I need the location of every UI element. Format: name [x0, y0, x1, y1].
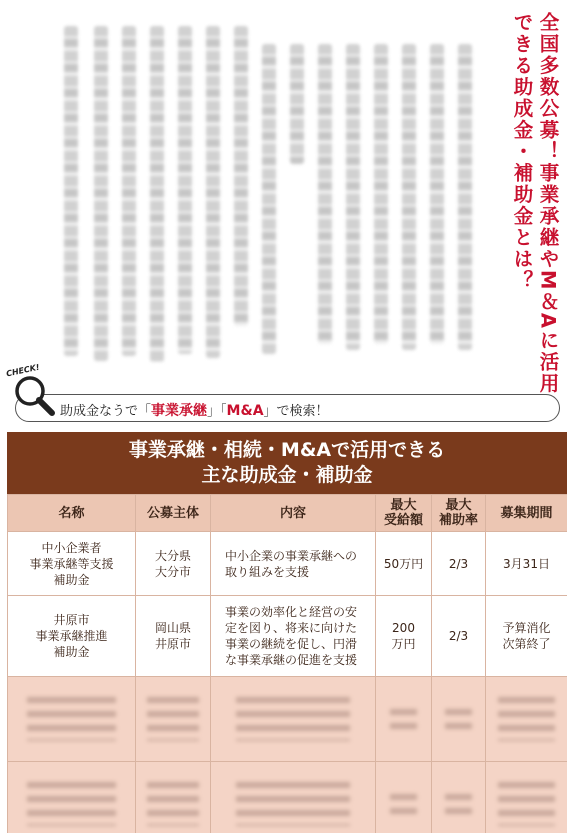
header-sponsor: 公募主体 — [136, 495, 211, 532]
header-period: 募集期間 — [486, 495, 568, 532]
table-title-line-2: 主な助成金・補助金 — [201, 464, 373, 486]
cell-name: 中小企業者 事業承継等支援 補助金 — [8, 532, 136, 596]
blurred-text-column — [374, 44, 388, 344]
blurred-text-column — [346, 44, 360, 350]
blurred-text-column — [150, 26, 164, 362]
cell-blurred — [486, 762, 568, 833]
header-max-rate: 最大 補助率 — [432, 495, 486, 532]
header-content: 内容 — [211, 495, 376, 532]
magnifier-icon — [10, 371, 56, 417]
table-row — [8, 596, 568, 677]
cell-period: 3月31日 — [486, 532, 568, 596]
blurred-text-column — [234, 26, 248, 326]
table-title — [7, 432, 567, 494]
cell-blurred — [376, 762, 432, 833]
blurred-text-column — [318, 44, 332, 344]
cell-rate: 2/3 — [432, 596, 486, 677]
cell-sponsor: 岡山県 井原市 — [136, 596, 211, 677]
cell-blurred — [136, 762, 211, 833]
cell-blurred — [136, 677, 211, 762]
header-max-amount: 最大 受給額 — [376, 495, 432, 532]
table-row — [8, 532, 568, 596]
blurred-text-column — [64, 26, 78, 356]
blurred-text-column — [122, 26, 136, 356]
headline-line-2: できる助成金・補助金とは？ — [510, 12, 534, 292]
cell-blurred — [8, 762, 136, 833]
cell-blurred — [432, 677, 486, 762]
blurred-text-column — [430, 44, 444, 344]
headline-line-1: 全国多数公募！事業承継やM＆Aに活用 — [536, 12, 560, 395]
blurred-text-column — [178, 26, 192, 354]
cell-blurred — [432, 762, 486, 833]
table-title-line-1: 事業承継・相続・M&Aで活用できる — [128, 439, 446, 461]
subsidy-table — [7, 494, 567, 833]
cell-blurred — [486, 677, 568, 762]
subsidy-table-panel — [7, 432, 567, 833]
search-hint-prefix: 助成金なうで — [60, 404, 139, 419]
table-header-row — [8, 495, 568, 532]
blurred-text-column — [94, 26, 108, 361]
blurred-text-column — [402, 44, 416, 350]
cell-amount: 200 万円 — [376, 596, 432, 677]
search-hint-suffix: で検索！ — [276, 404, 329, 419]
cell-amount: 50万円 — [376, 532, 432, 596]
blurred-text-column — [458, 44, 472, 350]
blurred-text-column — [290, 44, 304, 164]
cell-blurred — [8, 677, 136, 762]
cell-blurred — [211, 762, 376, 833]
search-hint-banner — [15, 394, 560, 422]
table-row-blurred — [8, 762, 568, 833]
blurred-text-column — [206, 26, 220, 358]
search-hint-text: 助成金なうで「事業承継」「M&A」で検索！ — [60, 403, 329, 419]
cell-rate: 2/3 — [432, 532, 486, 596]
cell-blurred — [376, 677, 432, 762]
article-body — [0, 0, 575, 395]
cell-sponsor: 大分県 大分市 — [136, 532, 211, 596]
header-name: 名称 — [8, 495, 136, 532]
blurred-text-column — [262, 44, 276, 354]
keyword-business-succession: 事業承継 — [151, 403, 208, 419]
table-row-blurred — [8, 677, 568, 762]
check-label: CHECK! — [5, 362, 41, 379]
keyword-ma: M&A — [226, 403, 264, 419]
cell-period: 予算消化 次第終了 — [486, 596, 568, 677]
cell-blurred — [211, 677, 376, 762]
cell-content: 中小企業の事業承継への 取り組みを支援 — [211, 532, 376, 596]
cell-name: 井原市 事業承継推進 補助金 — [8, 596, 136, 677]
cell-content: 事業の効率化と経営の安 定を図り、将来に向けた 事業の継続を促し、円滑 な事業承継の促進を支援 — [211, 596, 376, 677]
